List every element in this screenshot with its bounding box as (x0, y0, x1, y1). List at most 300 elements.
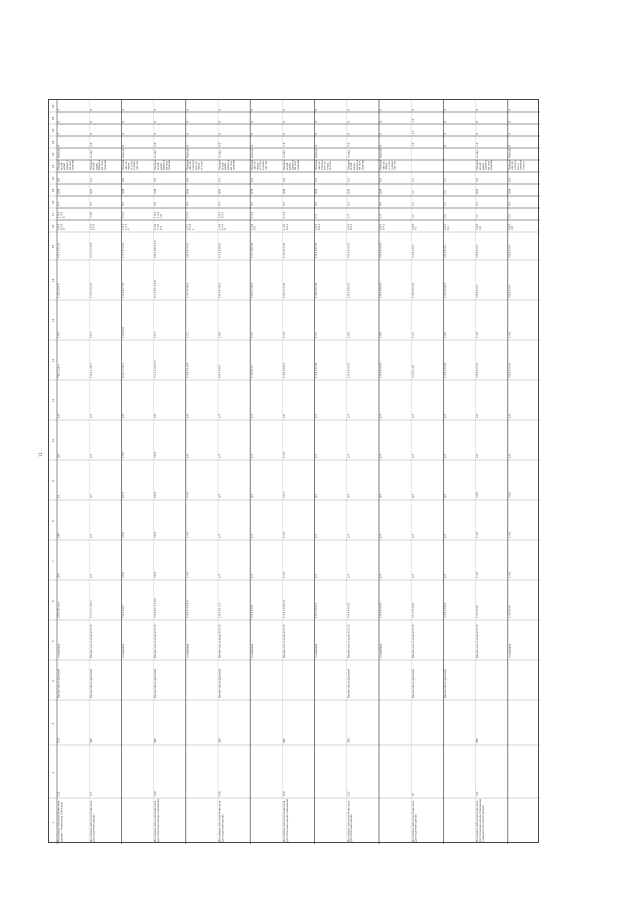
cell-c6: 5 0 6 (57, 331, 61, 338)
cell-area: 5 4 0 2 4 3 8 0 (186, 600, 190, 618)
cell-org: 308 (283, 738, 286, 743)
cell-description: ено на (323, 161, 327, 170)
cell-c9: 1 4 4 (283, 211, 286, 218)
cell-value: 0 (186, 144, 190, 147)
cell-c8: 8 3 6 (60, 223, 64, 230)
cell-type: Аренда (57, 148, 61, 158)
cell-area: 4 0 4 4 0 4 0 (347, 602, 351, 618)
cell-c8: 0 1 9 (92, 223, 96, 230)
cell-code: 120 (154, 791, 158, 796)
cell-description: Помеще (186, 159, 190, 170)
cell-amount: 8 9 4 6 8 4 (218, 365, 222, 378)
cell-c8: 9 4 4 (189, 223, 193, 230)
cell-c8: 4 0 4 (379, 223, 383, 230)
cell-c2: 1/4 (89, 534, 93, 538)
cell-c3: 4 6 4 (283, 491, 286, 498)
cell-value: 0 (379, 132, 383, 135)
cell-description: Юридич (89, 159, 93, 170)
cell-amount: 1 4 0 8 0 0 4 (283, 362, 286, 378)
cell-c5: 1/4 (347, 414, 351, 418)
cell-c4: 1/4 (379, 454, 383, 458)
cell-value: 0 (122, 120, 125, 123)
cell-c7: 1 0 4 0 0 4 8 (315, 242, 319, 258)
cell-sum: 1 6 0 6 4 4 0 (283, 282, 286, 298)
cell-percent: 0,64 (508, 188, 512, 194)
cell-percent: 0,94 (218, 188, 222, 194)
column-header: 25 (52, 116, 55, 120)
cell-c8: 4 1 (414, 226, 418, 230)
cell-c9: 1 4 (347, 214, 351, 218)
cell-c5: 1/6 (122, 414, 125, 418)
cell-c8: 6 4 0 (154, 223, 158, 230)
cell-percent: 0,90 (57, 188, 61, 194)
cell-c9: 1 4 4 (250, 211, 254, 218)
cell-c9: 2 8 4 (218, 211, 222, 218)
cell-description: ии пом (101, 161, 104, 170)
cell-c8: 0 8 (253, 226, 257, 230)
cell-name: Маткимова Сейткали Ахметовна (218, 800, 222, 842)
cell-c9: 4 1 (411, 214, 415, 218)
cell-description: еский (157, 162, 160, 170)
cell-description: адрес (95, 162, 99, 170)
cell-value: 1 0 (154, 142, 158, 147)
cell-amount: 1 0 4 0 4 4 0 (347, 362, 351, 378)
cell-c10: 4 1 (411, 202, 415, 206)
cell-sum: 1 3 5 0 4 8 4 (186, 282, 190, 298)
cell-value: 1 6 (476, 142, 480, 147)
cell-c1: 1 4 0 (508, 571, 512, 578)
cell-c9: 3 (63, 216, 67, 218)
cell-name: (далее — Ахметовна Сейткали) (60, 802, 64, 842)
cell-area: 7 0 3 4 0 3 (122, 605, 125, 618)
column-header: 6 (52, 600, 55, 602)
cell-c8: 1 6 7 (124, 223, 128, 230)
cell-c8: 0 4 (446, 226, 450, 230)
cell-description: адрес (63, 162, 67, 170)
cell-description: ено в (516, 163, 520, 170)
column-header: 13 (52, 318, 55, 322)
cell-c1: 1/4 (250, 574, 254, 578)
cell-value: 0 (283, 132, 286, 135)
cell-c2: 3 6 8 (122, 531, 125, 538)
cell-description: м этаж (200, 161, 204, 170)
cell-value: 0 (379, 144, 383, 147)
cell-description: ещение (71, 160, 75, 170)
cell-c6: 1 1 9 6 8 (122, 327, 125, 338)
cell-c5: 1/4 (411, 414, 415, 418)
cell-c4: 1/4 (315, 454, 319, 458)
cell-code: 111 (57, 791, 61, 796)
cell-area: 3 0 8 8 5 3 4 0 2 (154, 598, 158, 618)
cell-c5: 1/6 (186, 414, 190, 418)
cell-description: ии пом (165, 161, 169, 170)
cell-description: нистра (393, 161, 397, 170)
cell-c10: 0 4 (250, 202, 254, 206)
cell-value: 0 (154, 108, 158, 111)
cell-value: 0 (186, 120, 190, 123)
cell-description: еский (285, 162, 289, 170)
cell-description: ещение (490, 160, 494, 170)
cell-description: Юридич (57, 159, 61, 170)
cell-c4: 1/6 (186, 454, 190, 458)
cell-c5: 1/4 (250, 414, 254, 418)
cell-value: 0 (186, 108, 190, 111)
cell-c4: 1/4 (444, 454, 447, 458)
cell-c1: 356 (57, 573, 61, 578)
cell-description: Дирекц (291, 160, 295, 170)
cell-description: ещение (232, 160, 236, 170)
cell-description: Дирекц (227, 160, 230, 170)
cell-rent: 1/6 (186, 178, 190, 182)
cell-c4: 1/6 (476, 454, 480, 458)
cell-value: 0 (122, 132, 125, 135)
cell-name: Долгосрочная аренда (221, 814, 225, 842)
cell-c6: 1 6 0 (347, 331, 351, 338)
cell-c2: 1/4 (379, 534, 383, 538)
cell-value: 0 (444, 108, 447, 111)
column-header: 20 (52, 176, 55, 180)
cell-percent: 0,60 (283, 188, 286, 194)
cell-description: перво (197, 162, 201, 170)
cell-c4: 1/4 (347, 454, 351, 458)
cell-c9: 5 4 1 (186, 211, 190, 218)
cell-c9: 1 4 0 (157, 211, 160, 218)
cell-rent: 1/4 (379, 178, 383, 182)
cell-c1: 1 4 4 (186, 571, 190, 578)
cell-status: Бизнес-Центр Деловой (89, 669, 93, 698)
cell-category: склад/офис (186, 643, 190, 658)
cell-c3: 4/4 (315, 494, 319, 498)
cell-area: 1 4 0 1 6 6 0 0 (283, 600, 286, 618)
cell-c4: 1/4 (218, 454, 222, 458)
column-header: 1 (52, 821, 55, 823)
cell-c4: 1/6 (508, 454, 512, 458)
cell-percent: 0,80 (122, 188, 125, 194)
cell-c7: 6 0 4 0 8 4 4 8 (154, 240, 158, 258)
cell-c5: 1/4 (218, 414, 222, 418)
cell-amount: 1 0 4 0 4 4 0 (379, 362, 383, 378)
cell-c10: 0 4 (186, 202, 190, 206)
cell-description: Юридич (283, 159, 286, 170)
cell-value: 0 (315, 132, 319, 135)
cell-description: перво (127, 162, 131, 170)
cell-value: 8 0 (218, 142, 222, 147)
cell-c6: 1 4 0 (476, 331, 480, 338)
cell-description: второ (326, 162, 330, 170)
cell-c1: 1 4 0 (476, 571, 480, 578)
cell-description: перво (256, 162, 260, 170)
cell-status: Бизнес-Центр Деловой (347, 669, 351, 698)
cell-value: 0 (508, 120, 512, 123)
cell-amount: 1 2 6 4 4 0 7 (89, 362, 93, 378)
cell-area: 1 4 0 0 4 6 (508, 605, 512, 618)
cell-category: Бизнес-центр вход 45 0 11 (411, 624, 415, 658)
cell-c8: 9 (63, 228, 67, 230)
cell-c7: 4 0 4 0 4 4 0 (379, 242, 383, 258)
cell-description: м этаж (259, 161, 263, 170)
cell-c6: 1 4 0 (508, 331, 512, 338)
cell-c5: 1/6 (476, 414, 480, 418)
cell-c5: 1/8 (154, 414, 158, 418)
cell-c8: 1 4 0 (283, 223, 286, 230)
cell-rent: 1/4 (250, 178, 254, 182)
cell-value: 0 (347, 132, 351, 135)
column-header: 12 (52, 358, 55, 362)
cell-amount: 5 4 0 1 1 6 4 (186, 362, 190, 378)
cell-name: Долгосрочная аренда помещения (479, 799, 482, 842)
cell-description: нистра (136, 161, 139, 170)
cell-c6: 1 4 1 (315, 331, 319, 338)
cell-sum: 1 4 0 0 0 4 0 (315, 282, 319, 298)
cell-amount: 7 4 4 4 4 2 0 2 (154, 360, 158, 378)
cell-c8: 4 (127, 228, 131, 230)
cell-description: адрес (481, 162, 485, 170)
cell-sum: 5 8 4 6 4 8 4 (218, 282, 222, 298)
cell-value: 0 (347, 108, 351, 111)
cell-description: сполож (514, 160, 517, 170)
cell-c3: 54 (57, 494, 61, 498)
cell-amount: 8 4 0 3 4 8 1 (122, 362, 125, 378)
cell-description: ние на (382, 161, 386, 170)
cell-c8: 1 4 0 (250, 223, 254, 230)
cell-name: Долгосрочная аренда (92, 814, 96, 842)
cell-name: Маткимова Сейткали Ахметовна (411, 800, 415, 842)
cell-type: Склад (89, 150, 93, 158)
cell-description: Помеще (508, 159, 512, 170)
cell-percent: 0,64 (347, 188, 351, 194)
cell-name: Долгосрочная аренда (350, 814, 354, 842)
cell-description: еский (479, 162, 482, 170)
cell-c9: 1 4 0 (60, 211, 64, 218)
cell-c3: 4 0 0 (476, 491, 480, 498)
cell-type: Аренда (250, 148, 254, 158)
cell-c4: 1 8 8 (122, 451, 125, 458)
column-header: 18 (52, 200, 55, 204)
cell-description: ии пом (487, 161, 491, 170)
cell-c7: 1 7 3 8 4 4 0 (122, 242, 125, 258)
cell-sum: 1 6 4 8 7 4 0 (122, 282, 125, 298)
cell-sum: 4 0 0 4 0 4 (508, 285, 512, 298)
cell-sum: 1 4 0 12 0 6 (57, 283, 61, 298)
cell-status: Бизнес-Центр Деловой (57, 669, 61, 698)
cell-org: 308 (154, 738, 158, 743)
cell-category: склад/офис (508, 643, 512, 658)
column-header: 3 (52, 722, 55, 725)
cell-c8: 1 5 5 (89, 223, 93, 230)
cell-name: Долгосрочная аренда помещения (285, 799, 289, 842)
cell-description: ние ра (189, 161, 193, 170)
cell-description: Помеще (379, 159, 383, 170)
cell-c9: 3 4 0 (89, 211, 93, 218)
cell-org: 308 (89, 738, 93, 743)
cell-c5: 1/6 (283, 414, 286, 418)
cell-description: перво (385, 162, 389, 170)
cell-category: Бизнес-центр вход 45 0 11 (283, 624, 286, 658)
cell-description: Помеще (315, 159, 319, 170)
cell-c2: 1/4 (411, 534, 415, 538)
cell-area: 2 1 5 1 5 4 0 2 (89, 600, 93, 618)
cell-description: е адми (390, 161, 394, 170)
cell-type: Склад (154, 150, 158, 158)
cell-c8: 4 0 4 (57, 223, 61, 230)
cell-c8: 0 4 1 (382, 223, 386, 230)
cell-name: Маткимова Сейткали Ахметовна (476, 800, 480, 842)
cell-description: еский (92, 162, 96, 170)
cell-c8: 1 0 4 (315, 223, 319, 230)
cell-area: 4 2 6 2 0 8 (250, 605, 254, 618)
cell-c6: 1 4 0 (283, 331, 286, 338)
cell-c7: 4 0 0 4 0 4 (476, 245, 480, 258)
cell-c2: 1 4 0 (476, 531, 480, 538)
cell-value: 0 (186, 132, 190, 135)
column-header: 7 (52, 560, 55, 562)
cell-c2: 1 4 6 (283, 531, 286, 538)
cell-c8: 2 4 8 (157, 223, 160, 230)
cell-c3: 4/7 (89, 494, 93, 498)
cell-c10: 4 1 (444, 202, 447, 206)
cell-value: 0 (444, 132, 447, 135)
cell-c10: 0 4 (57, 202, 61, 206)
cell-c9: 2 3 4 (122, 211, 125, 218)
cell-c7: 4 0 2 4 0 1 8 (57, 242, 61, 258)
cell-c9: 4 1 (508, 214, 512, 218)
cell-type: Склад (283, 150, 286, 158)
cell-percent: 0,64 (476, 188, 480, 194)
column-header: 10 (52, 438, 55, 442)
cell-c4: 3 0 8 (154, 451, 158, 458)
cell-percent: 3,00 (154, 188, 158, 194)
cell-percent: 4 1 (411, 190, 415, 194)
column-header: 22 (52, 152, 55, 156)
cell-description: е адми (262, 161, 265, 170)
cell-sum: 8 1 4 0 5 4 8 0 (154, 280, 158, 298)
cell-code: 72 (411, 792, 415, 796)
cell-org: 308 (476, 738, 480, 743)
cell-value: 0 (122, 144, 125, 147)
cell-description: еский (350, 162, 354, 170)
cell-status: Бизнес-Центр Деловой (411, 669, 415, 698)
cell-c9: 1 4 (315, 214, 319, 218)
cell-c8: 4 0 4 (347, 223, 351, 230)
cell-rent: 1/4 (89, 178, 93, 182)
cell-status: Бизнес-Центр Деловой (154, 669, 158, 698)
cell-percent: 0,70 (250, 188, 254, 194)
cell-c10: 0 4 (347, 202, 351, 206)
cell-rent: 1/6 (508, 178, 512, 182)
cell-description: ещение (103, 160, 107, 170)
cell-description: Юридич (154, 159, 158, 170)
cell-rent: 3/6 (57, 178, 61, 182)
cell-type: Аренда (186, 148, 190, 158)
cell-c7: 4 1 2 1 5 0 0 (89, 242, 93, 258)
cell-area: 4 5 1 0 4 8 0 (411, 602, 415, 618)
cell-sum: 4 0 0 4 0 4 (476, 285, 480, 298)
cell-description: адрес (224, 162, 228, 170)
cell-description: ии пом (294, 161, 298, 170)
cell-c9: 0 4 1 (221, 211, 225, 218)
cell-c2: 1 4 4 (186, 531, 190, 538)
cell-code: 5/7 (89, 792, 93, 796)
cell-value: 0 (347, 120, 351, 123)
cell-c1: 1/4 (218, 574, 222, 578)
cell-c10: 0 4 (508, 202, 512, 206)
cell-description: ние на (253, 161, 257, 170)
column-header: 26 (52, 104, 55, 108)
cell-description: ние на (124, 161, 128, 170)
cell-c8: 4 0 (479, 226, 482, 230)
cell-value: 0 (476, 120, 480, 123)
cell-c9: 4 1 (476, 214, 480, 218)
cell-value: 0 (89, 132, 93, 135)
cell-value: 0 (89, 120, 93, 123)
cell-description: Дирекц (162, 160, 166, 170)
cell-type: Склад (347, 150, 351, 158)
cell-percent: 0,64 (315, 188, 319, 194)
cell-rent: 4/6 (122, 178, 125, 182)
cell-c2: 246 (57, 533, 61, 538)
cell-type: Склад (476, 150, 480, 158)
cell-amount: 4 0 0 4 0 4 6 (476, 362, 480, 378)
cell-rent: 1/4 (347, 178, 351, 182)
column-header: 15 (52, 244, 55, 248)
cell-description: ии пом (229, 161, 233, 170)
table-grid (49, 100, 540, 844)
column-header: 9 (52, 480, 55, 482)
cell-description: админи (519, 160, 523, 170)
cell-c7: 6 4 1 8 9 6 0 (218, 242, 222, 258)
cell-code: 117 (347, 791, 351, 796)
cell-c5: 1/4 (379, 414, 383, 418)
cell-value: 1 6 (283, 142, 286, 147)
cell-category: Бизнес-центр вход 45 0 11 (347, 624, 351, 658)
cell-description: адрес (288, 162, 292, 170)
cell-description: нистра (264, 161, 268, 170)
cell-c4: 1 4 6 (283, 451, 286, 458)
cell-name: Маткимова Сейткали Ахметовна (283, 800, 286, 842)
cell-area: 4 4 0 4 0 0 4 (444, 602, 447, 618)
cell-c8: 2 4 0 (218, 223, 222, 230)
cell-value: 4 0 (411, 118, 415, 123)
cell-area: 1 0 4 0 4 4 0 (379, 602, 383, 618)
cell-description: ещение (168, 160, 172, 170)
cell-value: 0 (315, 144, 319, 147)
column-header: 21 (52, 164, 55, 168)
cell-name: в административном здании (481, 805, 485, 842)
cell-value: 0 (508, 144, 512, 147)
cell-description: ещение (297, 160, 300, 170)
cell-c10: 0 4 (315, 202, 319, 206)
cell-value: 0 (444, 120, 447, 123)
cell-c10: 0 4 (476, 202, 480, 206)
cell-c9: 1 4 (379, 214, 383, 218)
column-header: 8 (52, 520, 55, 522)
cell-name: Маткимова Сейткали Ахметовна (89, 800, 93, 842)
cell-c5: 1/6 (57, 414, 61, 418)
cell-description: адрес (353, 162, 356, 170)
cell-value: 0 (508, 108, 512, 111)
cell-percent: 0,64 (379, 188, 383, 194)
cell-category: Бизнес-центр вход 45 0 11 (218, 624, 222, 658)
cell-c3: 4 0 0 (508, 491, 512, 498)
cell-description: м этаж (130, 161, 134, 170)
cell-rent: 4 1 (411, 178, 415, 182)
cell-description: ии пом (68, 161, 72, 170)
cell-value: 0 (218, 120, 222, 123)
cell-c7: 4 4 0 4 0 4 (411, 245, 415, 258)
cell-category: Бизнес-центр вход 45 0 11 (154, 624, 158, 658)
column-header: 2 (52, 771, 55, 774)
cell-c9: 4 0 (159, 214, 163, 218)
